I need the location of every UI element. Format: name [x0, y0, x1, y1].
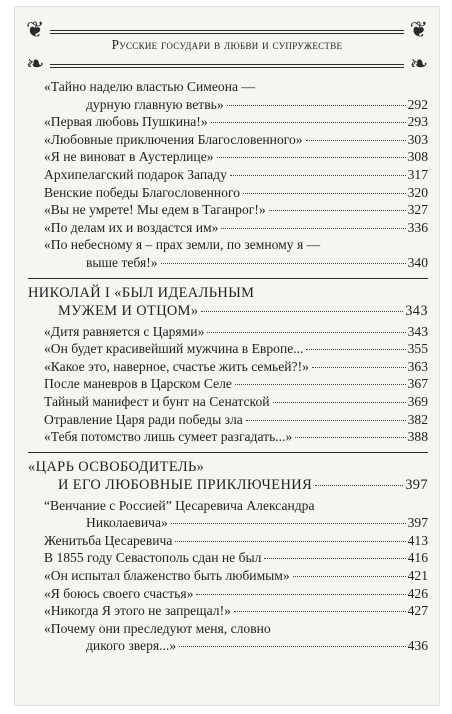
header-rule [50, 67, 404, 68]
toc-entry [28, 323, 428, 341]
toc-entry-title: После маневров в Царском Селе [44, 376, 232, 392]
toc-page-number: 336 [407, 219, 428, 235]
flourish-ornament-icon: ❦ [26, 18, 45, 43]
toc-page-number: 416 [407, 550, 428, 566]
dot-leader [227, 105, 406, 106]
toc-entry-title: «Он будет красивейший мужчина в Европе... [44, 341, 304, 357]
toc-page-number: 343 [407, 323, 428, 339]
toc-entry-title: «Я боюсь своего счастья» [44, 585, 194, 601]
toc-entry [28, 113, 428, 131]
toc-entry [28, 620, 428, 655]
dot-leader [235, 384, 406, 385]
toc-page-number: 343 [405, 302, 428, 319]
table-of-contents [28, 78, 428, 655]
header-rule [50, 30, 404, 31]
book-page [14, 6, 440, 706]
toc-entry [28, 201, 428, 219]
toc-page-number: 320 [407, 184, 428, 200]
toc-entry [28, 532, 428, 550]
toc-page-number: 369 [407, 393, 428, 409]
toc-page-number: 363 [407, 358, 428, 374]
running-title: Русские государи в любви и супружестве [111, 37, 343, 52]
dot-leader [179, 646, 405, 647]
toc-entry-title: «Первая любовь Пушкина!» [44, 114, 208, 130]
toc-entry-title: дикого зверя...» [86, 638, 177, 654]
toc-entry [28, 428, 428, 446]
dot-leader [221, 228, 405, 229]
dot-leader [306, 140, 406, 141]
toc-entry [28, 148, 428, 166]
dot-leader [312, 367, 406, 368]
dot-leader [293, 576, 406, 577]
section-divider [28, 452, 428, 453]
toc-entry-title: «По делам их и воздастся им» [44, 219, 219, 235]
dot-leader [273, 402, 406, 403]
toc-chapter-title: И ЕГО ЛЮБОВНЫЕ ПРИКЛЮЧЕНИЯ [58, 476, 313, 493]
toc-chapter-title: МУЖЕМ И ОТЦОМ» [58, 302, 199, 319]
toc-page-number: 367 [407, 376, 428, 392]
toc-chapter [28, 458, 428, 494]
toc-chapter-title: НИКОЛАЙ I «БЫЛ ИДЕАЛЬНЫМ [28, 284, 255, 301]
dot-leader [246, 420, 406, 421]
dot-leader [315, 485, 403, 486]
toc-entry [28, 375, 428, 393]
toc-page-number: 355 [407, 341, 428, 357]
dot-leader [207, 332, 405, 333]
flourish-ornament-icon: ❧ [26, 52, 45, 77]
toc-entry-title: «Он испытал блаженство быть любимым» [44, 568, 290, 584]
toc-entry-title: «Любовные приключения Благословенного» [44, 131, 303, 147]
toc-page-number: 382 [407, 411, 428, 427]
toc-page-number: 397 [407, 515, 428, 531]
toc-section [28, 284, 428, 446]
dot-leader [306, 349, 405, 350]
toc-entry [28, 549, 428, 567]
toc-page-number: 303 [407, 131, 428, 147]
dot-leader [217, 157, 406, 158]
header-rule [50, 33, 404, 34]
toc-entry [28, 78, 428, 113]
toc-entry-title: Тайный манифест и бунт на Сенатской [44, 393, 270, 409]
section-divider [28, 278, 428, 279]
header-rule [50, 64, 404, 65]
toc-page-number: 388 [407, 429, 428, 445]
toc-entry-title: «Я не виноват в Аустерлице» [44, 149, 214, 165]
toc-chapter-title: «ЦАРЬ ОСВОБОДИТЕЛЬ» [28, 458, 205, 475]
toc-entry-title: «Какое это, наверное, счастье жить семьей?!» [44, 358, 309, 374]
toc-page-number: 340 [407, 254, 428, 270]
toc-entry [28, 184, 428, 202]
toc-entry-title: «Тайно наделю властью Симеона — [44, 79, 255, 94]
toc-entry [28, 602, 428, 620]
toc-chapter [28, 284, 428, 320]
toc-section [28, 78, 428, 272]
toc-page-number: 308 [407, 149, 428, 165]
toc-page-number: 413 [407, 532, 428, 548]
toc-entry-title: Архипелагский подарок Западу [44, 166, 227, 182]
toc-entry-title: «Тебя потомство лишь сумеет разгадать...» [44, 429, 293, 445]
toc-entry-title: Венские победы Благословенного [44, 184, 241, 200]
toc-entry-title: “Венчание с Россией” Цесаревича Александра [44, 497, 315, 513]
toc-page-number: 317 [407, 166, 428, 182]
toc-entry-title: «Вы не умрете! Мы едем в Таганрог!» [44, 202, 266, 218]
flourish-ornament-icon: ❧ [409, 52, 428, 77]
toc-page-number: 421 [407, 568, 428, 584]
dot-leader [230, 175, 406, 176]
toc-entry [28, 219, 428, 237]
dot-leader [201, 311, 403, 312]
dot-leader [196, 594, 405, 595]
toc-entry [28, 358, 428, 376]
toc-page-number: 397 [405, 476, 428, 493]
toc-entry-title: «Почему они преследуют меня, словно [44, 620, 271, 636]
dot-leader [243, 193, 406, 194]
dot-leader [234, 611, 406, 612]
toc-entry-title: Николаевича» [86, 515, 168, 531]
toc-entry [28, 166, 428, 184]
toc-page-number: 293 [407, 114, 428, 130]
toc-entry [28, 411, 428, 429]
toc-page-number: 327 [407, 202, 428, 218]
toc-entry-title: В 1855 году Севастополь сдан не был [44, 550, 262, 566]
toc-entry-title: «Никогда Я этого не запрещал!» [44, 603, 231, 619]
toc-page-number: 436 [407, 638, 428, 654]
dot-leader [269, 210, 406, 211]
toc-entry [28, 585, 428, 603]
toc-entry-title: дурную главную ветвь» [86, 96, 224, 112]
toc-entry [28, 340, 428, 358]
toc-entry [28, 567, 428, 585]
toc-entry [28, 393, 428, 411]
dot-leader [175, 541, 405, 542]
toc-section [28, 458, 428, 655]
flourish-ornament-icon: ❦ [409, 18, 428, 43]
toc-entry-title: Отравление Царя ради победы зла [44, 411, 243, 427]
toc-entry-title: выше тебя!» [86, 254, 158, 270]
toc-entry-title: «Дитя равняется с Царями» [44, 323, 205, 339]
dot-leader [295, 437, 405, 438]
dot-leader [161, 263, 406, 264]
toc-entry-title: «По небесному я – прах земли, по земному я — [44, 237, 321, 253]
toc-page-number: 426 [407, 585, 428, 601]
toc-entry-title: Женитьба Цесаревича [44, 532, 173, 548]
running-header [22, 14, 432, 77]
toc-page-number: 427 [407, 603, 428, 619]
dot-leader [264, 558, 405, 559]
toc-page-number: 292 [407, 96, 428, 112]
toc-entry [28, 497, 428, 532]
toc-entry [28, 236, 428, 271]
dot-leader [211, 122, 406, 123]
toc-entry [28, 131, 428, 149]
dot-leader [171, 523, 406, 524]
